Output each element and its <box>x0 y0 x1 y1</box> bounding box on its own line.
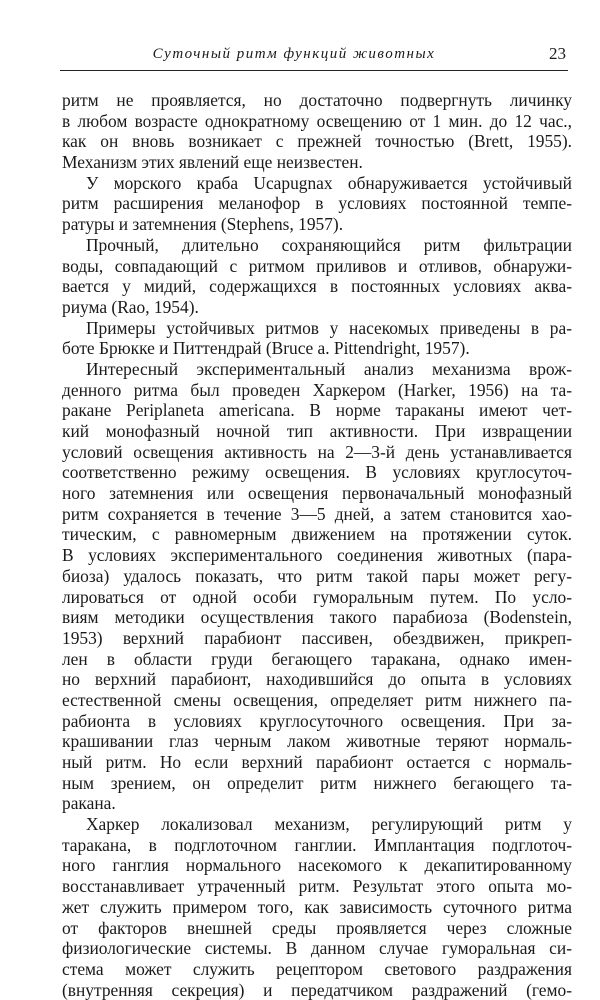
text-line: от факторов внешней среды проявляется через сложные <box>62 917 572 938</box>
running-title: Суточный ритм функций животных <box>152 46 436 62</box>
text-line: виям методики осуществления такого парабиоза (Bodenstein, <box>62 607 572 628</box>
text-line: Интересный экспериментальный анализ механизма врож- <box>86 358 572 379</box>
text-line: Прочный, длительно сохраняющийся ритм фильтрации <box>86 234 572 255</box>
text-line: боте Брюкке и Питтендрай (Bruce a. Pittendright, 1957). <box>62 338 470 359</box>
text-line: ракане Periplaneta americana. В норме тараканы имеют чет- <box>62 400 572 421</box>
text-line: ритм расширения меланофор в условиях постоянной темпе- <box>62 193 572 214</box>
text-line: ного затемнения или освещения первоначальный монофазный <box>62 483 572 504</box>
text-line: в любом возрасте однократному освещению от 1 мин. до 12 час., <box>62 110 572 131</box>
text-line: таракана, в подглоточном ганглии. Имплантация подглоточ- <box>62 834 572 855</box>
text-line: ритм сохраняется в течение 3—5 дней, а затем становится хао- <box>62 503 572 524</box>
text-line: условий освещения активность на 2—3-й день устанавливается <box>62 441 572 462</box>
text-line: соответственно режиму освещения. В условиях круглосуточ- <box>62 462 572 483</box>
text-line: ный ритм. Но если верхний парабионт остается с нормаль- <box>62 752 572 772</box>
text-line: риума (Rao, 1954). <box>62 296 199 317</box>
text-line: стема может служить рецептором светового раздражения <box>62 958 572 979</box>
text-line: ракана. <box>62 793 116 814</box>
text-line: лироваться от одной особи гуморальным путем. По усло- <box>62 586 572 607</box>
text-line: ратуры и затемнения (Stephens, 1957). <box>62 214 344 235</box>
text-line: восстанавливает утраченный ритм. Результат этого опыта мо- <box>62 876 572 897</box>
text-line: жет служить примером того, как зависимость суточного ритма <box>62 896 572 917</box>
page-number: 23 <box>549 44 566 63</box>
text-line: вается у мидий, содержащихся в постоянных условиях аква- <box>62 276 572 297</box>
text-line: лен в области груди бегающего таракана, однако имен- <box>62 648 572 669</box>
text-line: В условиях экспериментального соединения животных (пара- <box>62 545 572 566</box>
text-line: воды, совпадающий с ритмом приливов и отливов, обнаружи- <box>62 255 572 276</box>
page-header <box>60 44 568 71</box>
text-line: Примеры устойчивых ритмов у насекомых приведены в ра- <box>86 317 572 338</box>
body-text <box>62 90 572 1000</box>
text-line: естественной смены освещения, определяет ритм нижнего па- <box>62 689 572 710</box>
text-line: ного ганглия нормального насекомого к декапитированному <box>62 855 572 876</box>
text-line: Механизм этих явлений еще неизвестен. <box>62 152 363 173</box>
text-line: У морского краба Ucapugnax обнаруживается устойчивый <box>86 172 572 193</box>
text-line: 1953) верхний парабионт пассивен, обездвижен, прикреп- <box>62 627 572 648</box>
text-line: физиологические системы. В данном случае гуморальная си- <box>62 938 572 959</box>
text-line: крашивании глаз черным лаком животные теряют нормаль- <box>62 731 572 752</box>
text-line: (внутренняя секреция) и передатчиком раздражений (гемо- <box>62 979 572 1000</box>
text-line: денного ритма был проведен Харкером (Harker, 1956) на та- <box>62 379 572 400</box>
text-line: рабионта в условиях круглосуточного освещения. При за- <box>62 710 572 731</box>
text-line: как он вновь возникает с прежней точностью (Brett, 1955). <box>62 131 572 152</box>
text-line: ритм не проявляется, но достаточно подвергнуть личинку <box>62 90 572 110</box>
text-line: но верхний парабионт, находившийся до опыта в условиях <box>62 669 572 690</box>
text-line: Харкер локализовал механизм, регулирующий ритм у <box>86 814 572 835</box>
text-line: кий монофазный ночной тип активности. При извращении <box>62 421 572 441</box>
text-line: биоза) удалось показать, что ритм такой пары может регу- <box>62 565 572 586</box>
text-line: тическим, с равномерным движением на протяжении суток. <box>62 524 572 545</box>
text-line: ным зрением, он определит ритм нижнего бегающего та- <box>62 772 572 793</box>
